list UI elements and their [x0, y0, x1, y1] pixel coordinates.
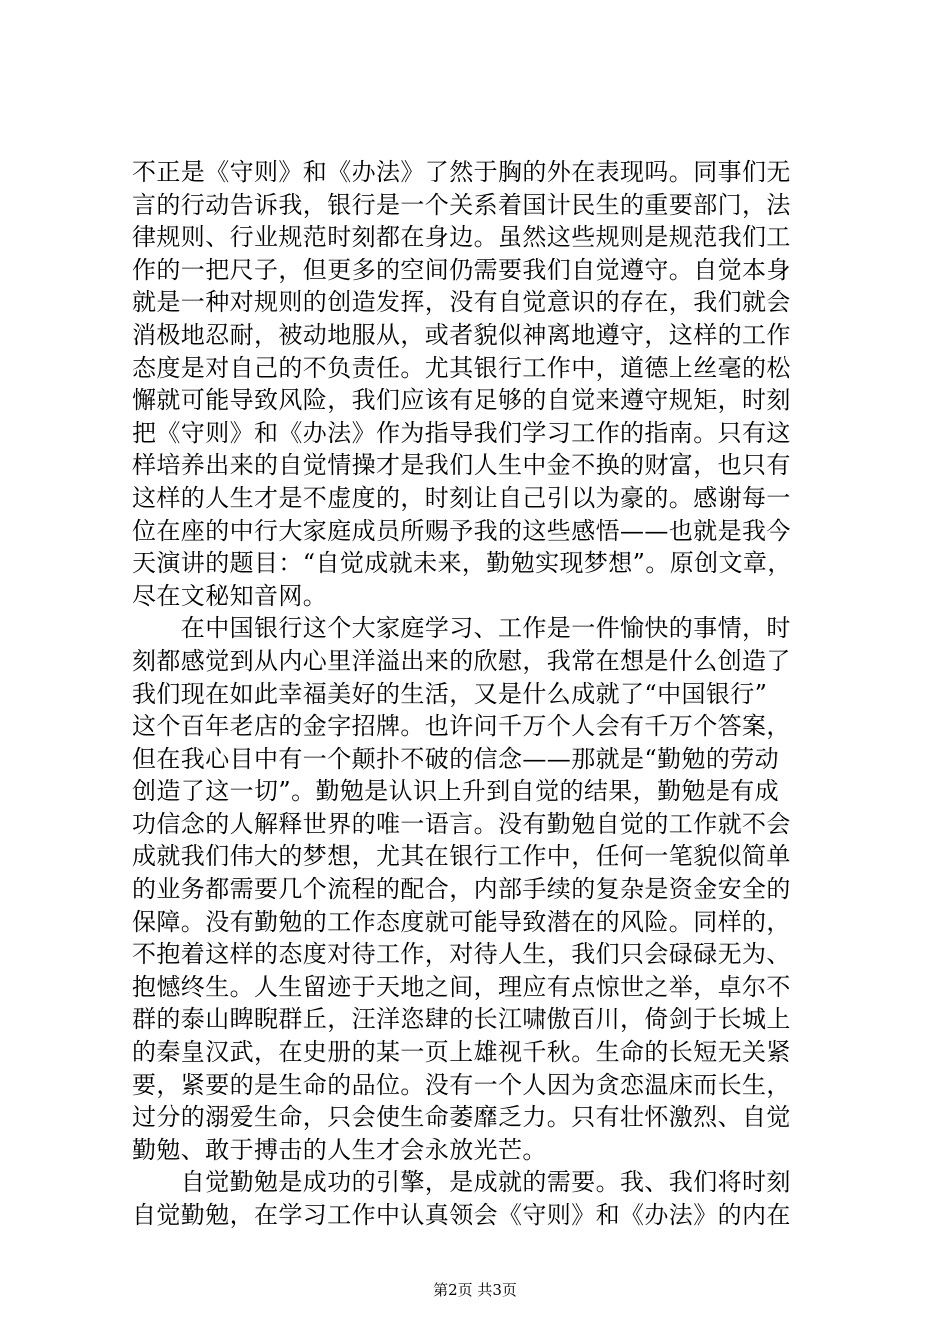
text-line: 消极地忍耐，被动地服从，或者貌似神离地遵守，这样的工作 [132, 320, 791, 349]
body-text [132, 156, 832, 1232]
text-line: 律规则、行业规范时刻都在身边。虽然这些规则是规范我们工 [132, 223, 791, 252]
text-line: 不抱着这样的态度对待工作，对待人生，我们只会碌碌无为、 [132, 940, 791, 969]
text-line: 态度是对自己的不负责任。尤其银行工作中，道德上丝毫的松 [132, 353, 791, 382]
paragraph [132, 1166, 832, 1231]
text-line: 刻都感觉到从内心里洋溢出来的欣慰，我常在想是什么创造了 [132, 646, 791, 675]
text-line: 样培养出来的自觉情操才是我们人生中金不换的财富，也只有 [132, 451, 791, 480]
text-line: 这样的人生才是不虚度的，时刻让自己引以为豪的。感谢每一 [132, 483, 791, 512]
text-line: 保障。没有勤勉的工作态度就可能导致潜在的风险。同样的， [132, 907, 791, 936]
text-line: 但在我心目中有一个颠扑不破的信念——那就是“勤勉的劳动 [132, 744, 780, 773]
text-line: 我们现在如此幸福美好的生活，又是什么成就了“中国银行” [132, 679, 768, 708]
text-line: 天演讲的题目：“自觉成就未来，勤勉实现梦想”。原创文章， [132, 549, 792, 578]
text-line: 就是一种对规则的创造发挥，没有自觉意识的存在，我们就会 [132, 288, 791, 317]
text-line: 尽在文秘知音网。 [132, 581, 328, 610]
text-line: 群的泰山睥睨群丘，汪洋恣肆的长江啸傲百川，倚剑于长城上 [132, 1005, 791, 1034]
text-line: 自觉勤勉是成功的引擎，是成就的需要。我、我们将时刻 [132, 1168, 791, 1197]
text-line: 过分的溺爱生命，只会使生命萎靡乏力。只有壮怀激烈、自觉 [132, 1103, 791, 1132]
text-line: 勤勉、敢于搏击的人生才会永放光芒。 [132, 1135, 547, 1164]
paragraph [132, 612, 832, 1166]
text-line: 言的行动告诉我，银行是一个关系着国计民生的重要部门，法 [132, 190, 791, 219]
text-line: 抱憾终生。人生留迹于天地之间，理应有点惊世之举，卓尔不 [132, 972, 791, 1001]
text-line: 懈就可能导致风险，我们应该有足够的自觉来遵守规矩，时刻 [132, 386, 791, 415]
text-line: 把《守则》和《办法》作为指导我们学习工作的指南。只有这 [132, 418, 791, 447]
text-line: 创造了这一切”。勤勉是认识上升到自觉的结果，勤勉是有成 [132, 777, 780, 806]
text-line: 成就我们伟大的梦想，尤其在银行工作中，任何一笔貌似简单 [132, 842, 791, 871]
paragraph [132, 156, 832, 612]
page-footer: 第2页 共3页 [433, 1281, 517, 1299]
text-line: 位在座的中行大家庭成员所赐予我的这些感悟——也就是我今 [132, 516, 791, 545]
text-line: 这个百年老店的金字招牌。也许问千万个人会有千万个答案， [132, 712, 791, 741]
text-line: 在中国银行这个大家庭学习、工作是一件愉快的事情，时 [132, 614, 791, 643]
text-line: 自觉勤勉，在学习工作中认真领会《守则》和《办法》的内在 [132, 1201, 791, 1229]
text-line: 不正是《守则》和《办法》了然于胸的外在表现吗。同事们无 [132, 158, 791, 186]
text-line: 作的一把尺子，但更多的空间仍需要我们自觉遵守。自觉本身 [132, 255, 791, 284]
text-line: 要，紧要的是生命的品位。没有一个人因为贪恋温床而长生， [132, 1070, 791, 1099]
text-line: 的业务都需要几个流程的配合，内部手续的复杂是资金安全的 [132, 875, 791, 904]
text-line: 功信念的人解释世界的唯一语言。没有勤勉自觉的工作就不会 [132, 809, 791, 838]
text-line: 的秦皇汉武，在史册的某一页上雄视千秋。生命的长短无关紧 [132, 1038, 791, 1067]
